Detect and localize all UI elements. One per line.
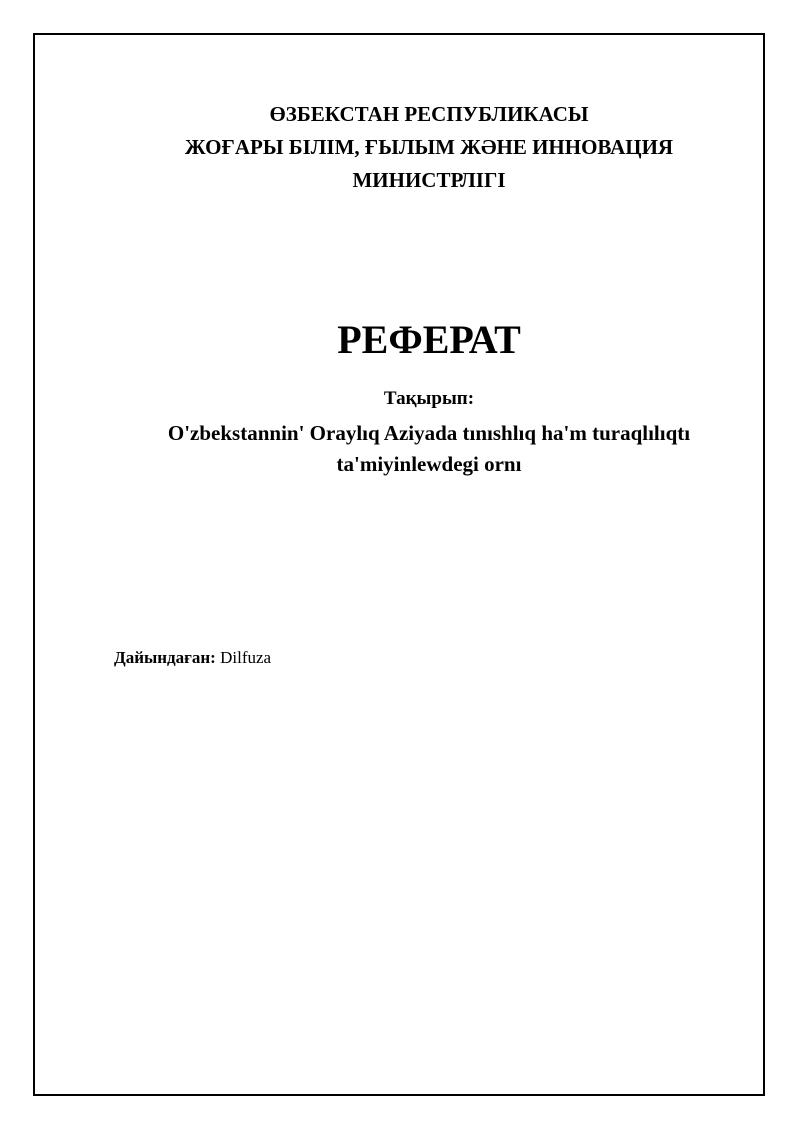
topic-text (0, 418, 800, 480)
header-line-ministry: ЖОҒАРЫ БІЛІМ, ҒЫЛЫМ ЖӘНЕ ИННОВАЦИЯ (184, 135, 674, 159)
prepared-by-label: Дайындаған: (114, 648, 216, 667)
prepared-by (114, 647, 271, 669)
document-title: РЕФЕРАТ (337, 317, 521, 362)
header-line-country: ӨЗБЕКСТАН РЕСПУБЛИКАСЫ (269, 102, 589, 126)
topic-line-1: O'zbekstannin' Oraylıq Aziyada tınıshlıq ha'm turaqlılıqtı (167, 421, 691, 445)
topic-label: Тақырып: (383, 388, 475, 409)
prepared-by-name: Dilfuza (220, 648, 272, 667)
ministry-header (0, 98, 800, 197)
header-line-ministry-end: МИНИСТРЛІГІ (352, 168, 506, 192)
topic-line-2: ta'miyinlewdegi ornı (336, 452, 522, 476)
